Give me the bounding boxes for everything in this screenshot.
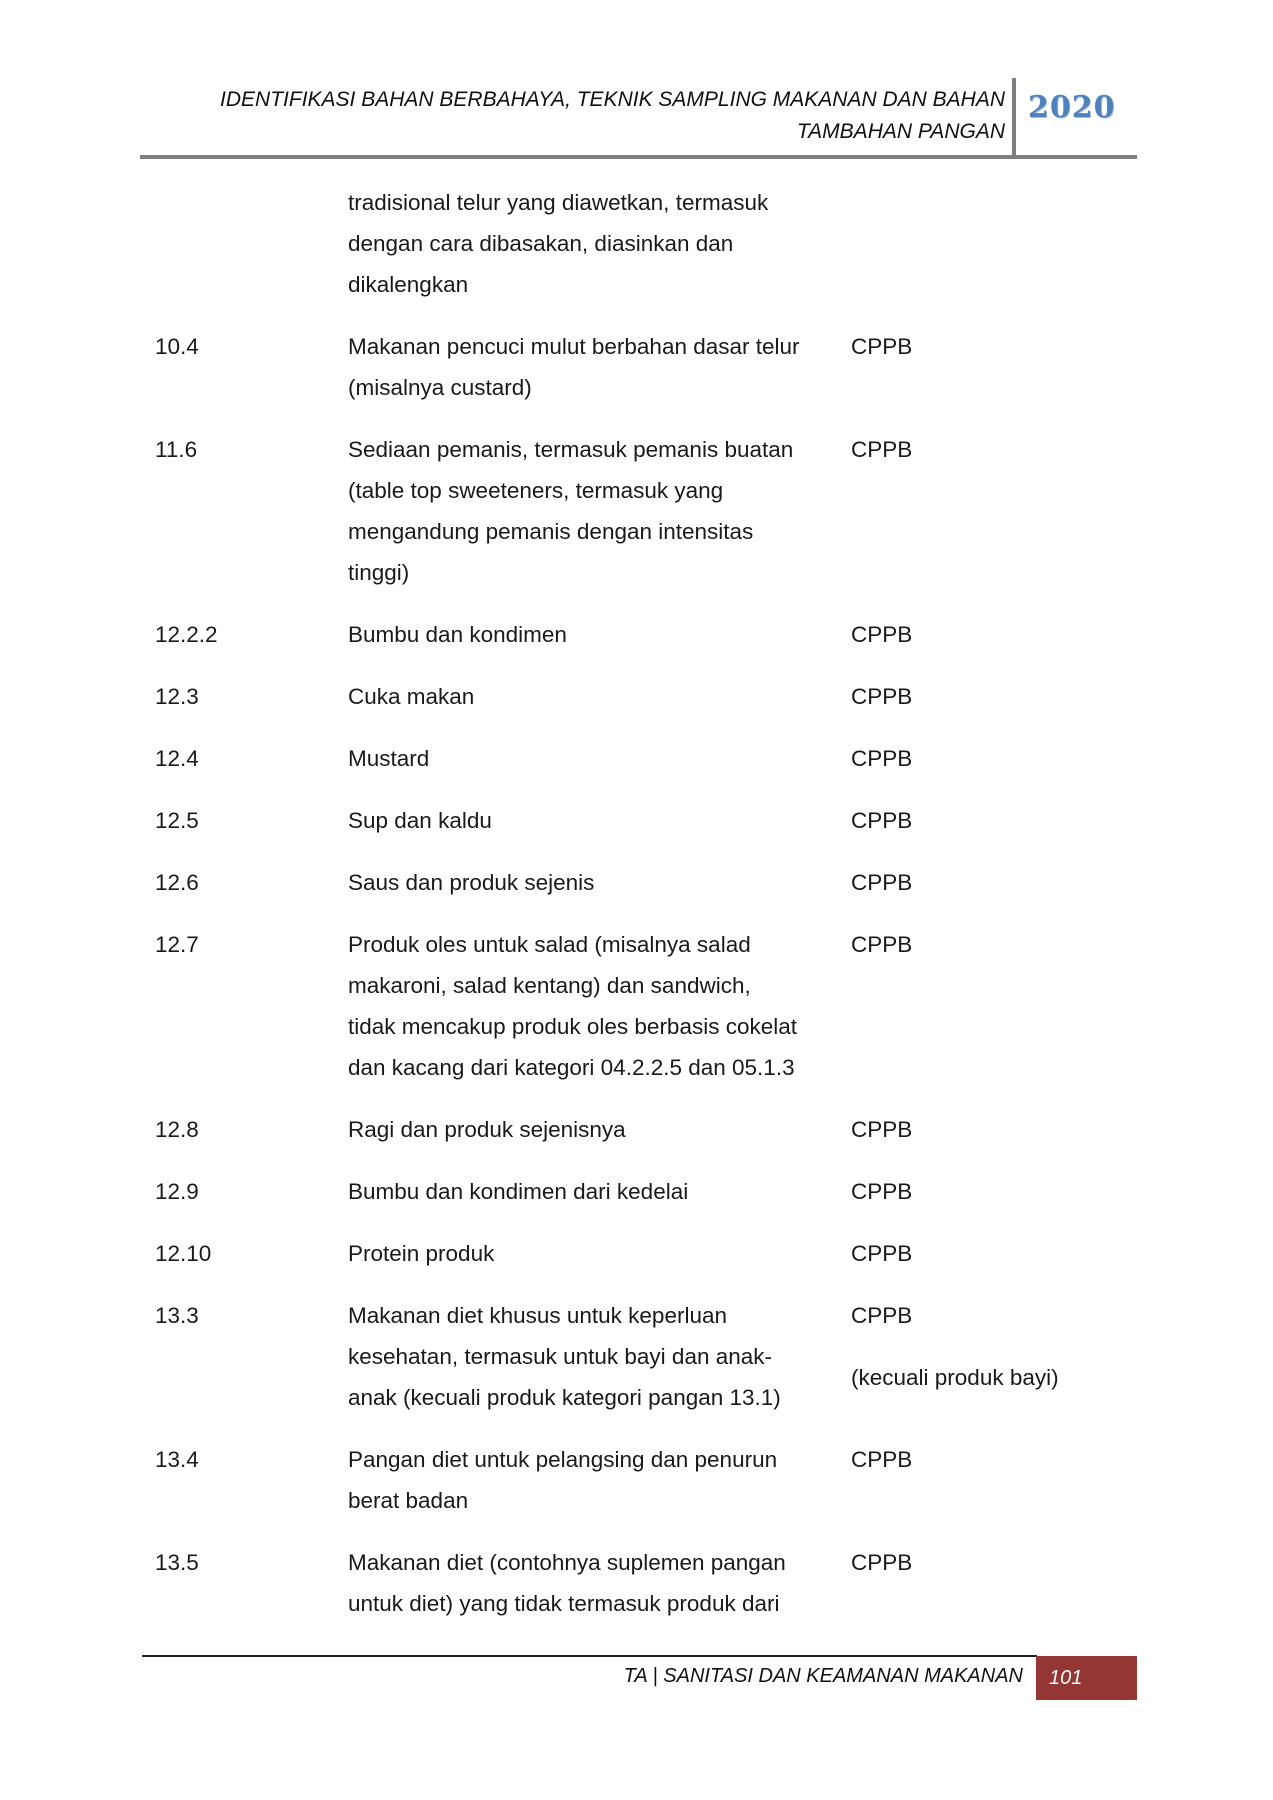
requirement	[851, 800, 1251, 841]
requirement	[851, 1171, 1251, 1212]
description-line: (table top sweeteners, termasuk yang	[348, 478, 724, 503]
category-code: 13.3	[155, 1303, 199, 1328]
category-code: 12.5	[155, 808, 199, 833]
category-description	[348, 1109, 828, 1150]
requirement-line: CPPB	[851, 684, 913, 709]
requirement	[851, 1233, 1251, 1274]
requirement-line: CPPB	[851, 1117, 913, 1142]
description-line: tradisional telur yang diawetkan, termasuk	[348, 190, 769, 215]
description-line: Makanan pencuci mulut berbahan dasar telur	[348, 334, 800, 359]
category-code: 13.4	[155, 1447, 199, 1472]
description-line: Makanan diet (contohnya suplemen pangan	[348, 1550, 786, 1575]
category-code: 12.3	[155, 684, 199, 709]
description-line: berat badan	[348, 1488, 469, 1513]
description-line: Ragi dan produk sejenisnya	[348, 1117, 626, 1142]
category-code: 13.5	[155, 1550, 199, 1575]
description-line: tinggi)	[348, 560, 410, 585]
category-code: 11.6	[155, 437, 198, 462]
category-description	[348, 429, 828, 593]
category-code: 12.9	[155, 1179, 199, 1204]
category-code: 12.7	[155, 932, 199, 957]
requirement	[851, 1542, 1251, 1583]
category-description	[348, 1233, 828, 1274]
page-number: 101	[1036, 1656, 1137, 1700]
category-description	[348, 1171, 828, 1212]
category-description	[348, 676, 828, 717]
category-description	[348, 924, 828, 1088]
category-code: 12.2.2	[155, 622, 218, 647]
requirement-line: CPPB	[851, 1241, 913, 1266]
category-code: 12.6	[155, 870, 199, 895]
requirement	[851, 1109, 1251, 1150]
requirement-line: CPPB	[851, 870, 913, 895]
description-line: Produk oles untuk salad (misalnya salad	[348, 932, 751, 957]
requirement	[851, 1439, 1251, 1480]
description-line: Saus dan produk sejenis	[348, 870, 595, 895]
requirement-line: CPPB	[851, 1550, 913, 1575]
category-description	[348, 800, 828, 841]
requirement	[851, 862, 1251, 903]
category-description	[348, 738, 828, 779]
description-line: Mustard	[348, 746, 430, 771]
description-line: dengan cara dibasakan, diasinkan dan	[348, 231, 734, 256]
requirement	[851, 429, 1251, 470]
category-description	[348, 182, 828, 305]
requirement-line: CPPB	[851, 334, 913, 359]
requirement	[851, 326, 1251, 367]
description-line: Pangan diet untuk pelangsing dan penurun	[348, 1447, 778, 1472]
description-line: dan kacang dari kategori 04.2.2.5 dan 05.1.3	[348, 1055, 795, 1080]
description-line: Bumbu dan kondimen dari kedelai	[348, 1179, 689, 1204]
description-line: kesehatan, termasuk untuk bayi dan anak-	[348, 1344, 773, 1369]
requirement	[851, 614, 1251, 655]
description-line: tidak mencakup produk oles berbasis cokelat	[348, 1014, 798, 1039]
description-line: makaroni, salad kentang) dan sandwich,	[348, 973, 751, 998]
header-title-line1: IDENTIFIKASI BAHAN BERBAHAYA, TEKNIK SAMPLING MAKANAN DAN BAHAN	[220, 88, 1005, 111]
requirement	[851, 924, 1251, 965]
requirement-line: CPPB	[851, 932, 913, 957]
header-divider	[1012, 78, 1016, 156]
footer-rule	[142, 1655, 1037, 1657]
requirement	[851, 1295, 1251, 1398]
requirement	[851, 738, 1251, 779]
category-description	[348, 1295, 828, 1418]
header-year: 2020	[1028, 90, 1116, 125]
description-line: Sediaan pemanis, termasuk pemanis buatan	[348, 437, 794, 462]
category-description	[348, 326, 828, 408]
description-line: dikalengkan	[348, 272, 469, 297]
description-line: Makanan diet khusus untuk keperluan	[348, 1303, 727, 1328]
category-description	[348, 614, 828, 655]
requirement-line: CPPB	[851, 746, 913, 771]
category-description	[348, 862, 828, 903]
category-description	[348, 1542, 828, 1624]
requirement-line: CPPB	[851, 437, 913, 462]
category-code: 10.4	[155, 334, 199, 359]
description-line: mengandung pemanis dengan intensitas	[348, 519, 754, 544]
header-rule	[140, 155, 1137, 159]
category-code: 12.8	[155, 1117, 199, 1142]
footer-text: TA | SANITASI DAN KEAMANAN MAKANAN	[623, 1665, 1023, 1687]
requirement-spacer	[851, 1336, 1251, 1357]
description-line: Protein produk	[348, 1241, 495, 1266]
requirement-line: CPPB	[851, 622, 913, 647]
requirement-line: CPPB	[851, 1447, 913, 1472]
description-line: Bumbu dan kondimen	[348, 622, 567, 647]
header-title-line2: TAMBAHAN PANGAN	[796, 120, 1005, 143]
category-description	[348, 1439, 828, 1521]
header-title	[125, 84, 1005, 148]
requirement-line: CPPB	[851, 808, 913, 833]
description-line: Cuka makan	[348, 684, 475, 709]
description-line: (misalnya custard)	[348, 375, 532, 400]
requirement-note: (kecuali produk bayi)	[851, 1365, 1059, 1390]
description-line: anak (kecuali produk kategori pangan 13.1)	[348, 1385, 781, 1410]
category-code: 12.10	[155, 1241, 212, 1266]
requirement-line: CPPB	[851, 1179, 913, 1204]
description-line: Sup dan kaldu	[348, 808, 492, 833]
category-code: 12.4	[155, 746, 199, 771]
description-line: untuk diet) yang tidak termasuk produk dari	[348, 1591, 780, 1616]
requirement-line: CPPB	[851, 1303, 913, 1328]
requirement	[851, 676, 1251, 717]
